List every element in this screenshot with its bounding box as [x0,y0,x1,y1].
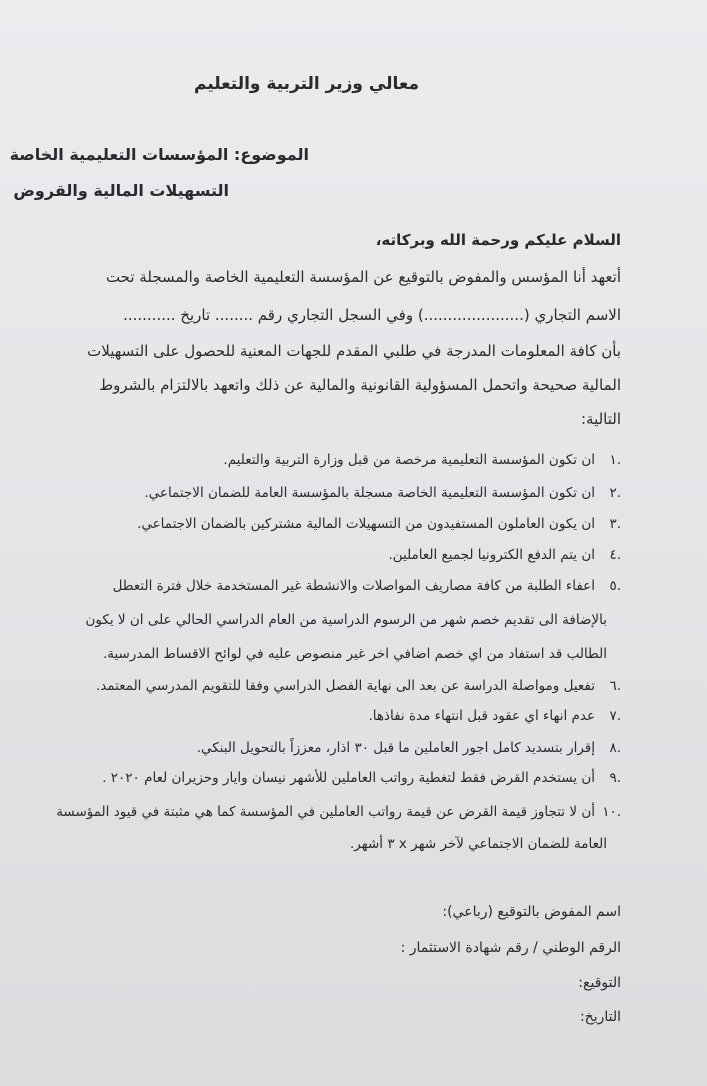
list-number: .٩ [609,770,621,786]
list-item: أن يستخدم القرض فقط لتغطية رواتب العاملين للأشهر نيسان وايار وحزيران لعام ٢٠٢٠ . [102,770,595,786]
list-item-continuation: بالإضافة الى تقديم خصم شهر من الرسوم الدراسية من العام الدراسي الحالي على ان لا يكون [85,612,607,628]
list-number: .٣ [609,516,621,532]
paragraph-line: أتعهد أنا المؤسس والمفوض بالتوقيع عن المؤسسة التعليمية الخاصة والمسجلة تحت [105,268,621,286]
list-item-continuation: الطالب قد استفاد من اي خصم اضافي اخر غير منصوص عليه في لوائح الاقساط المدرسية. [102,646,607,662]
list-item: ان يكون العاملون المستفيدون من التسهيلات المالية مشتركين بالضمان الاجتماعي. [137,516,595,532]
subject-detail: التسهيلات المالية والقروض [13,181,229,200]
list-number: .٦ [609,678,621,694]
list-number: .٨ [609,740,621,756]
paragraph-line: المالية صحيحة واتحمل المسؤولية القانونية والمالية عن ذلك واتعهد بالالتزام بالشروط [99,376,621,394]
list-item: ان يتم الدفع الكترونيا لجميع العاملين. [388,547,595,563]
list-item-continuation: العامة للضمان الاجتماعي لآخر شهر x ٣ أشهر. [350,836,607,852]
national-id-field: الرقم الوطني / رقم شهادة الاستثمار : [400,940,621,956]
list-number: .١ [609,452,621,468]
date-field: التاريخ: [579,1009,621,1025]
recipient-title: معالي وزير التربية والتعليم [193,74,419,94]
list-number: .٢ [609,485,621,501]
paragraph-line: الاسم التجاري (.....................) وفي السجل التجاري رقم ........ تاريخ ........... [123,306,621,324]
paragraph-line: التالية: [580,410,621,428]
list-item: تفعيل ومواصلة الدراسة عن بعد الى نهاية الفصل الدراسي وفقا للتقويم المدرسي المعتمد. [96,678,595,694]
list-item: ان تكون المؤسسة التعليمية مرخصة من قبل وزارة التربية والتعليم. [223,452,595,468]
signature-field: التوقيع: [578,975,621,991]
list-number: .١٠ [602,804,621,820]
list-item: أن لا تتجاوز قيمة القرض عن قيمة رواتب العاملين في المؤسسة كما هي مثبتة في قيود المؤسسة [56,804,595,820]
list-item: عدم انهاء اي عقود قبل انتهاء مدة نفاذها. [368,708,595,724]
subject-line: الموضوع: المؤسسات التعليمية الخاصة [9,145,309,164]
paragraph-line: بأن كافة المعلومات المدرجة في طلبي المقدم للجهات المعنية للحصول على التسهيلات [87,342,621,360]
list-item: ان تكون المؤسسة التعليمية الخاصة مسجلة بالمؤسسة العامة للضمان الاجتماعي. [144,485,595,501]
list-number: .٤ [609,547,621,563]
greeting: السلام عليكم ورحمة الله وبركاته، [375,231,621,249]
list-number: .٥ [609,578,621,594]
authorized-name-field: اسم المفوض بالتوقيع (رباعي): [442,904,621,920]
list-item: إقرار بتسديد كامل اجور العاملين ما قبل ٣٠ اذار، معززاً بالتحويل البنكي. [196,740,595,756]
list-number: .٧ [609,708,621,724]
list-item: اعفاء الطلبة من كافة مصاريف المواصلات والانشطة غير المستخدمة خلال فترة التعطل [112,578,595,594]
